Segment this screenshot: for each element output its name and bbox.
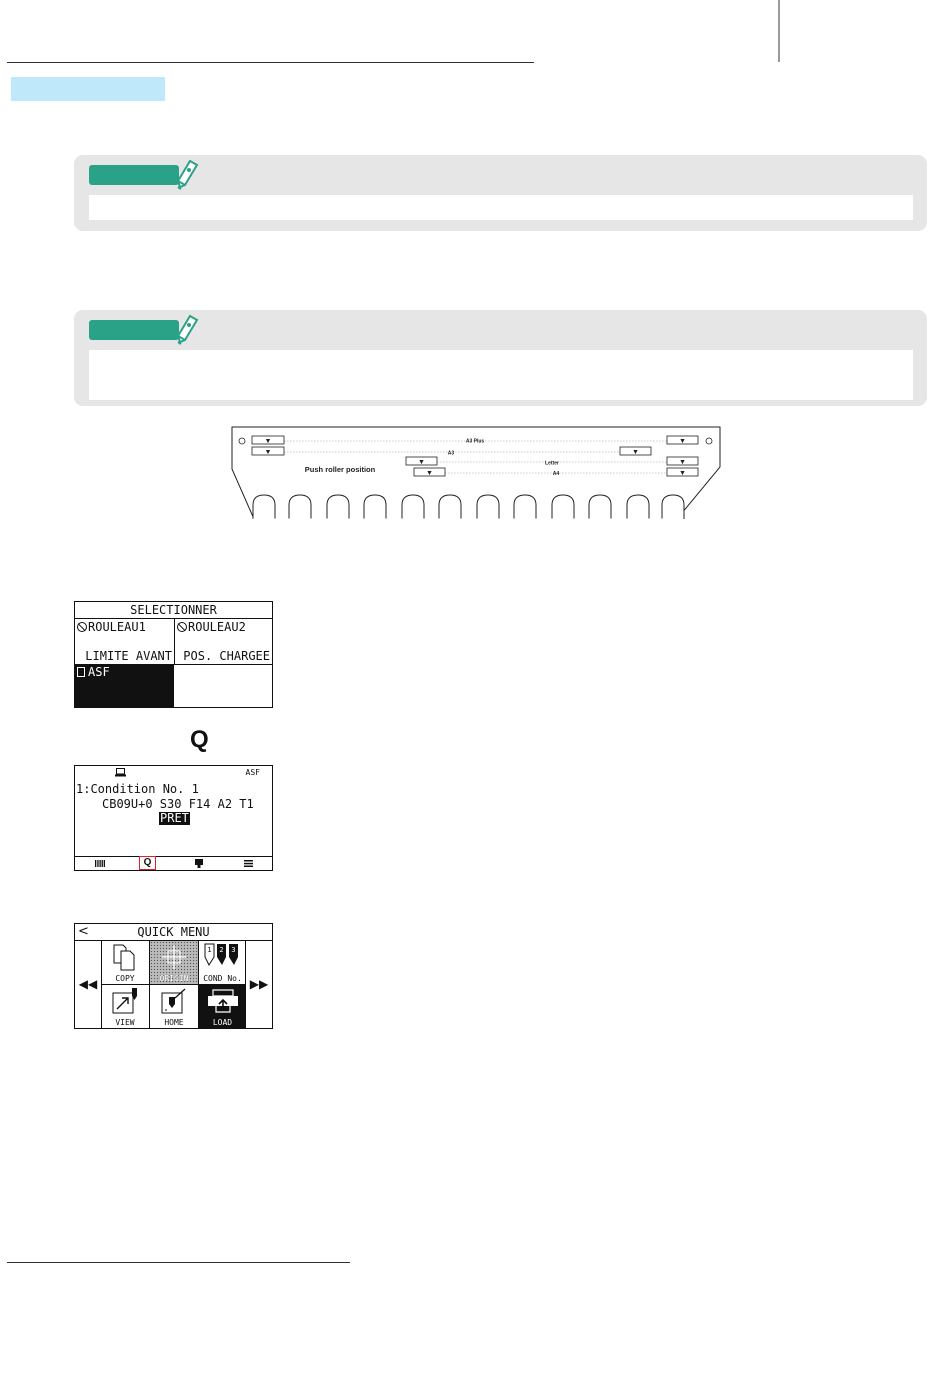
guide-notch bbox=[627, 495, 649, 519]
roll2-option[interactable] bbox=[175, 619, 272, 664]
guide-notch bbox=[327, 495, 349, 519]
roll2-status: POS. CHARGEE bbox=[183, 649, 270, 663]
guide-notch bbox=[253, 495, 275, 519]
next-page-button[interactable]: ▶▶ bbox=[245, 941, 272, 1028]
label-a3plus: A3 Plus bbox=[465, 438, 485, 445]
quick-menu-button[interactable]: Q bbox=[139, 856, 156, 870]
condition-line: 1:Condition No. 1 bbox=[76, 782, 199, 796]
condition-icon bbox=[204, 943, 242, 971]
memo-content bbox=[89, 195, 913, 220]
asf-badge: ASF bbox=[245, 768, 260, 777]
view-tile[interactable] bbox=[101, 985, 150, 1028]
origin-tile[interactable] bbox=[150, 941, 199, 985]
guide-notch bbox=[514, 495, 536, 519]
origin-label: ORIGIN bbox=[159, 974, 189, 983]
memo-tab bbox=[89, 165, 179, 185]
roll1-label: ROULEAU1 bbox=[88, 620, 146, 634]
memo-box bbox=[74, 155, 927, 231]
push-roller-diagram bbox=[230, 425, 722, 521]
footer-rule bbox=[7, 1262, 350, 1263]
home-tile[interactable] bbox=[150, 985, 199, 1028]
guide-notch bbox=[402, 495, 424, 519]
load-media-icon bbox=[207, 988, 239, 1014]
cutter-icon bbox=[115, 768, 126, 777]
cond-number: 2 bbox=[219, 946, 224, 954]
roller-marker: ▼ bbox=[419, 459, 424, 466]
roll2-label: ROULEAU2 bbox=[188, 620, 246, 634]
origin-icon bbox=[160, 943, 188, 971]
roller-marker: ▼ bbox=[265, 438, 271, 445]
screen-title: SELECTIONNER bbox=[75, 602, 272, 619]
tool-icon[interactable] bbox=[195, 859, 203, 868]
load-tile[interactable] bbox=[199, 985, 246, 1028]
guide-notch bbox=[439, 495, 461, 519]
guide-notch bbox=[364, 495, 386, 519]
label-a3: A3 bbox=[447, 450, 455, 457]
roller-marker: ▼ bbox=[680, 438, 685, 445]
cond-number: 3 bbox=[231, 946, 236, 954]
status-text: PRET bbox=[160, 811, 189, 825]
copy-icon bbox=[111, 943, 139, 971]
roller-marker: ▼ bbox=[633, 449, 638, 456]
guide-notch bbox=[552, 495, 574, 519]
lcd-quick-menu bbox=[74, 923, 273, 1029]
cond-number: 1 bbox=[207, 946, 212, 954]
label-letter: Letter bbox=[545, 460, 559, 467]
guide-notch bbox=[662, 495, 684, 519]
prev-page-button[interactable]: ◀◀ bbox=[75, 941, 102, 1028]
roll1-status: LIMITE AVANT bbox=[85, 649, 172, 663]
copy-label: COPY bbox=[115, 974, 135, 983]
copy-tile[interactable] bbox=[101, 941, 150, 985]
condition-tile[interactable] bbox=[199, 941, 246, 985]
home-label: HOME bbox=[164, 1018, 184, 1027]
view-icon bbox=[111, 987, 139, 1015]
view-label: VIEW bbox=[115, 1018, 135, 1027]
home-icon bbox=[160, 987, 188, 1015]
roller-marker: ▼ bbox=[265, 449, 271, 456]
lcd-select-screen bbox=[74, 601, 273, 708]
menu-icon[interactable] bbox=[244, 860, 253, 867]
screen-title: QUICK MENU bbox=[75, 924, 272, 941]
roller-marker: ▼ bbox=[680, 459, 685, 466]
memo-tab bbox=[89, 320, 179, 340]
asf-option[interactable] bbox=[75, 664, 174, 707]
pen-icon bbox=[172, 312, 200, 346]
guide-notch bbox=[589, 495, 611, 519]
memo-content bbox=[89, 350, 913, 400]
pen-icon bbox=[172, 157, 200, 191]
prohibit-icon bbox=[177, 622, 187, 632]
label-push-roller: Push roller position bbox=[304, 465, 376, 474]
quick-key-label: Q bbox=[190, 726, 209, 753]
header-rule bbox=[7, 62, 534, 63]
load-label: LOAD bbox=[212, 1018, 233, 1027]
asf-label: ASF bbox=[88, 665, 110, 679]
back-icon[interactable]: < bbox=[78, 924, 89, 939]
roll1-option[interactable] bbox=[75, 619, 175, 664]
function-bar bbox=[75, 856, 272, 870]
status-header bbox=[75, 766, 272, 780]
memo-box bbox=[74, 310, 927, 406]
lcd-status-screen bbox=[74, 765, 273, 871]
notch-mask bbox=[253, 519, 683, 522]
prohibit-icon bbox=[77, 622, 87, 632]
condition-label: COND No. bbox=[203, 974, 242, 983]
guide-notch bbox=[289, 495, 311, 519]
label-a4: A4 bbox=[552, 471, 560, 477]
sheet-icon bbox=[77, 667, 85, 677]
condition-params: CB09U+0 S30 F14 A2 T1 bbox=[102, 797, 254, 811]
guide-notch bbox=[477, 495, 499, 519]
section-heading-highlight bbox=[11, 77, 165, 101]
roller-marker: ▼ bbox=[680, 470, 685, 477]
margin-rule bbox=[778, 0, 780, 62]
roller-marker: ▼ bbox=[427, 470, 432, 477]
barcode-icon[interactable] bbox=[95, 860, 105, 867]
